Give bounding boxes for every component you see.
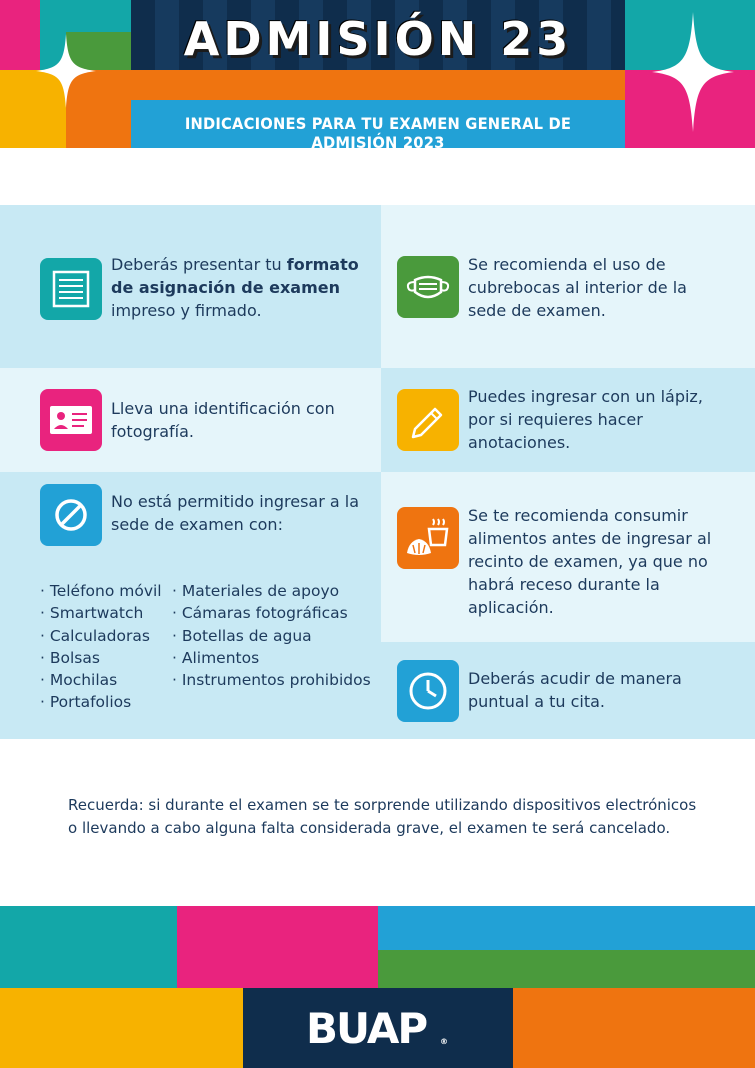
- pencil-icon: [397, 389, 459, 451]
- document-icon: [40, 258, 102, 320]
- warning-note: Recuerda: si durante el examen se te sorprende utilizando dispositivos electrónicos o llevando a cabo alguna falta considerada grave, el examen te será cancelado.: [68, 796, 697, 837]
- footer-block-orange: [513, 988, 755, 1068]
- instruction-mask: Se recomienda el uso de cubrebocas al interior de la sede de examen.: [468, 255, 687, 320]
- header-block-orange-mid: [131, 70, 625, 100]
- sparkle-icon: [36, 34, 96, 108]
- buap-logo-text: BUAP: [306, 1004, 427, 1053]
- instruction-food: Se te recomienda consumir alimentos antes de ingresar al recinto de examen, ya que no habrá receso durante la aplicación.: [468, 506, 712, 617]
- buap-logo: [306, 1004, 456, 1052]
- list-item: · Botellas de agua: [172, 625, 377, 647]
- clock-icon: [397, 660, 459, 722]
- prohibited-icon: [40, 484, 102, 546]
- footer-block-green: [378, 950, 755, 988]
- instruction-punctual: Deberás acudir de manera puntual a tu cita.: [468, 669, 682, 711]
- sparkle-icon: [652, 12, 734, 132]
- id-card-icon: [40, 389, 102, 451]
- list-item: · Bolsas: [40, 647, 175, 669]
- instruction-prohibited: No está permitido ingresar a la sede de examen con:: [111, 492, 360, 534]
- list-item: · Mochilas: [40, 669, 175, 691]
- instruction-format-pre: Deberás presentar tu: [111, 255, 287, 274]
- instruction-pencil: Puedes ingresar con un lápiz, por si requieres hacer anotaciones.: [468, 387, 703, 452]
- list-item: · Calculadoras: [40, 625, 175, 647]
- instruction-format: [111, 253, 371, 322]
- footer-block-teal: [0, 906, 177, 988]
- list-item: · Cámaras fotográficas: [172, 602, 377, 624]
- page-title: ADMISIÓN 23: [183, 12, 573, 66]
- food-icon: [397, 507, 459, 569]
- list-item: · Smartwatch: [40, 602, 175, 624]
- title-band: [131, 0, 625, 70]
- footer-block-magenta: [177, 906, 378, 988]
- footer-block-yellow: [0, 988, 243, 1068]
- list-item: · Instrumentos prohibidos: [172, 669, 377, 691]
- page-subtitle: INDICACIONES PARA TU EXAMEN GENERAL DE ADMISIÓN 2023: [184, 114, 572, 152]
- prohibited-list-left: [40, 580, 175, 714]
- header-block-magenta-left: [0, 0, 40, 70]
- header-block-teal-left-2: [66, 0, 131, 32]
- prohibited-list-right: [172, 580, 377, 691]
- list-item: · Alimentos: [172, 647, 377, 669]
- footer-block-blue: [378, 906, 755, 950]
- list-item: · Materiales de apoyo: [172, 580, 377, 602]
- instruction-format-bold: formato de asignación de examen: [111, 255, 359, 297]
- subtitle-band: [131, 100, 625, 152]
- instruction-format-post: impreso y firmado.: [111, 301, 262, 320]
- list-item: · Portafolios: [40, 691, 175, 713]
- instruction-id: Lleva una identificación con fotografía.: [111, 399, 335, 441]
- face-mask-icon: [397, 256, 459, 318]
- list-item: · Teléfono móvil: [40, 580, 175, 602]
- registered-mark: ®: [440, 1037, 448, 1046]
